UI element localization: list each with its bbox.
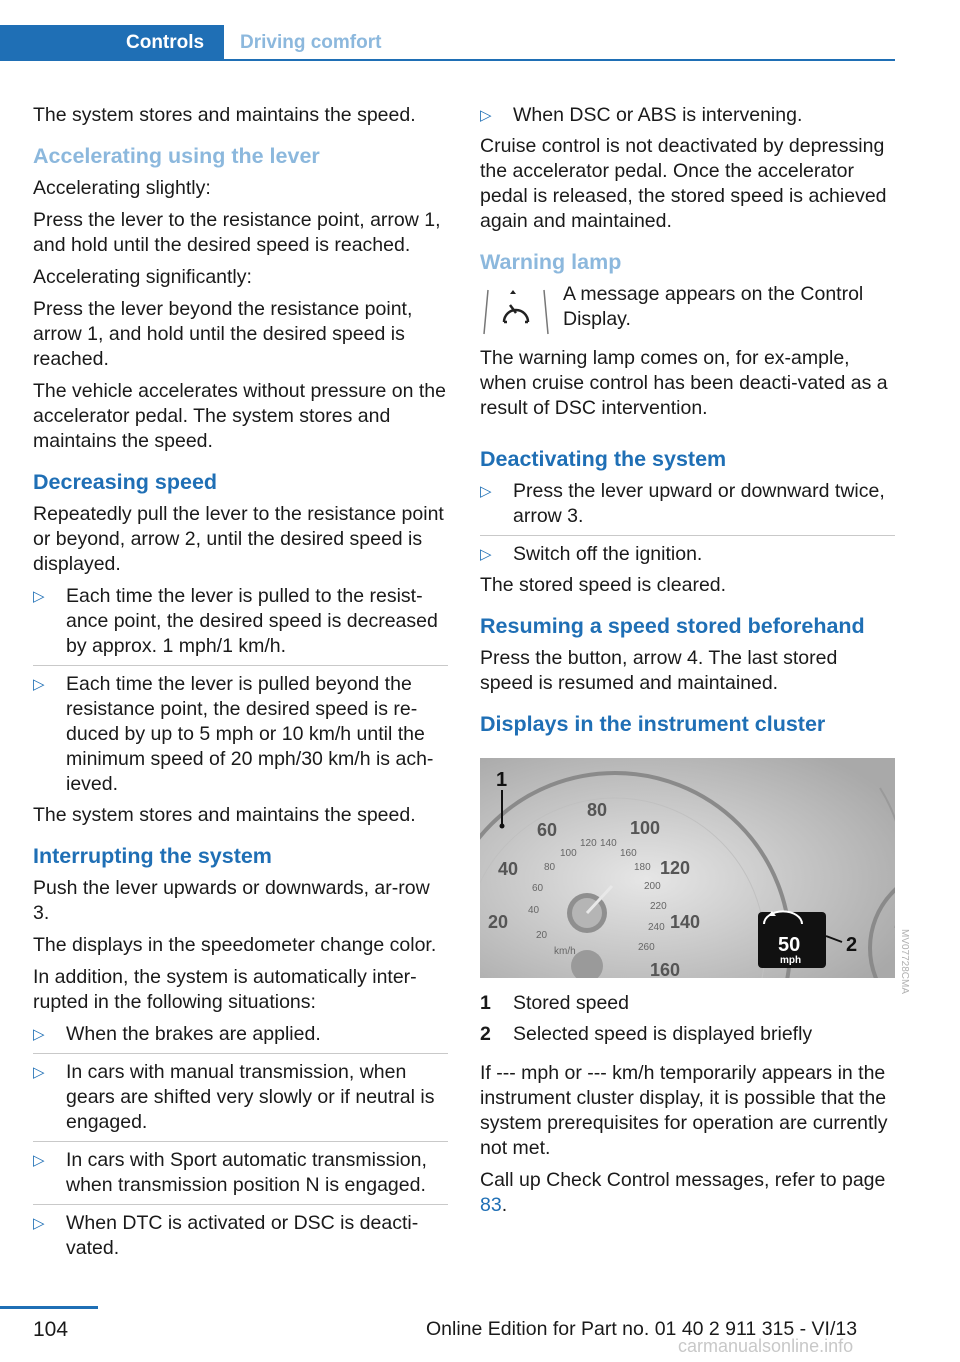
legend-text: Stored speed <box>513 992 630 1014</box>
bullet-triangle-icon: ▷ <box>33 1026 45 1043</box>
bullet-triangle-icon: ▷ <box>33 588 45 605</box>
paragraph: Press the lever beyond the resistance point, arrow 1, and hold until the desired speed is reached. <box>33 298 413 370</box>
legend-number: 1 <box>480 992 491 1014</box>
tab-driving-comfort[interactable]: Driving comfort <box>240 32 382 53</box>
heading-resuming: Resuming a speed stored beforehand <box>480 614 865 638</box>
tick-label: 260 <box>638 942 655 953</box>
instrument-cluster-figure <box>480 758 895 978</box>
heading-displays: Displays in the instrument cluster <box>480 712 826 736</box>
list-item: ▷ Each time the lever is pulled to the resist‐ance point, the desired speed is decreased by approx. 1 mph/1 km/h. <box>33 585 438 657</box>
callout-2: 2 <box>846 934 858 956</box>
tick-label: 20 <box>488 912 509 932</box>
bullet-triangle-icon: ▷ <box>33 1215 45 1232</box>
list-item: ▷ In cars with Sport automatic transmission, when transmission position N is engaged. <box>33 1141 448 1198</box>
tick-label: 40 <box>498 859 519 879</box>
heading-accelerating: Accelerating using the lever <box>33 144 320 168</box>
tick-label: 140 <box>600 838 617 849</box>
tick-label: 160 <box>620 848 637 859</box>
list-item: ▷ When DTC is activated or DSC is deacti‐vated. <box>33 1204 448 1261</box>
paragraph: Cruise control is not deactivated by depressing the accelerator pedal. Once the accelerator pedal is released, the stored speed is achieved again and maintained. <box>480 135 887 232</box>
paragraph: The vehicle accelerates without pressure on the accelerator pedal. The system stores and maintains the speed. <box>33 380 446 452</box>
warning-lamp-block <box>480 282 895 342</box>
list-item: ▷ Press the lever upward or downward twice, arrow 3. <box>480 480 885 527</box>
tick-label: 40 <box>528 905 540 916</box>
figure-code: MV07728CMA <box>899 929 910 995</box>
tick-label: 140 <box>670 912 701 932</box>
edition-text: Online Edition for Part no. 01 40 2 911 315 - VI/13 <box>426 1318 858 1340</box>
tick-label: 180 <box>634 862 651 873</box>
tick-label: 100 <box>630 818 661 838</box>
list-item: ▷ Each time the lever is pulled beyond the resistance point, the desired speed is re‐duced by up to 5 mph or 10 km/h until the minimum speed of 20 mph/30 km/h is ach‐ieved. <box>33 665 448 797</box>
paragraph: The system stores and maintains the speed. <box>33 104 416 126</box>
speed-unit: mph <box>780 955 802 966</box>
unit-label: km/h <box>554 946 576 957</box>
legend-text: Selected speed is displayed briefly <box>513 1023 813 1045</box>
list-item: ▷ When DSC or ABS is intervening. <box>480 104 803 126</box>
heading-interrupting: Interrupting the system <box>33 844 272 868</box>
paragraph: The warning lamp comes on, for ex‐ample, when cruise control has been deacti‐vated as a result of DSC intervention. <box>480 347 888 419</box>
tick-label: 240 <box>648 922 665 933</box>
paragraph: Press the lever to the resistance point, arrow 1, and hold until the desired speed is reached. <box>33 209 441 256</box>
bullet-triangle-icon: ▷ <box>33 676 45 693</box>
figure-code-wrapper <box>899 929 919 1069</box>
paragraph: Press the button, arrow 4. The last stored speed is resumed and maintained. <box>480 647 838 694</box>
paragraph: Accelerating significantly: <box>33 266 252 288</box>
paragraph: The displays in the speedometer change color. <box>33 934 437 956</box>
footer-accent-line <box>0 1306 98 1309</box>
paragraph-page-reference: Call up Check Control messages, refer to page 83. <box>480 1169 886 1216</box>
paragraph: If --- mph or --- km/h temporarily appears in the instrument cluster display, it is possible that the system prerequisites for operation are currently not met. <box>480 1062 888 1159</box>
cruise-control-warning-icon <box>480 286 552 336</box>
paragraph: The system stores and maintains the speed. <box>33 804 416 826</box>
tick-label: 80 <box>544 862 556 873</box>
tick-label: 120 <box>660 858 691 878</box>
bullet-triangle-icon: ▷ <box>33 1152 45 1169</box>
legend-item <box>480 991 895 1016</box>
bullet-triangle-icon: ▷ <box>480 483 492 500</box>
legend-item <box>480 1022 895 1047</box>
tick-label: 220 <box>650 901 667 912</box>
tick-label: 200 <box>644 881 661 892</box>
list-item: ▷ In cars with manual transmission, when gears are shifted very slowly or if neutral is engaged. <box>33 1053 448 1135</box>
bullet-triangle-icon: ▷ <box>33 1064 45 1081</box>
legend-number: 2 <box>480 1023 491 1045</box>
bullet-triangle-icon: ▷ <box>480 107 492 124</box>
tick-label: 100 <box>560 848 577 859</box>
paragraph: Push the lever upwards or downwards, ar‐row 3. <box>33 877 430 924</box>
tick-label: 160 <box>650 960 681 978</box>
callout-1: 1 <box>496 769 508 791</box>
watermark: carmanualsonline.info <box>678 1336 854 1356</box>
tick-label: 60 <box>532 883 544 894</box>
list-item: ▷ When the brakes are applied. <box>33 1023 321 1045</box>
paragraph: In addition, the system is automatically inter‐rupted in the following situations: <box>33 966 417 1013</box>
page-number: 104 <box>33 1318 69 1341</box>
page-reference-link[interactable]: 83 <box>480 1194 502 1216</box>
heading-warning-lamp: Warning lamp <box>480 250 622 274</box>
tick-label: 60 <box>537 820 558 840</box>
warning-text: A message appears on the Control Display. <box>563 283 864 330</box>
heading-decreasing-speed: Decreasing speed <box>33 470 218 494</box>
paragraph: The stored speed is cleared. <box>480 574 727 596</box>
left-column <box>33 103 448 1267</box>
tick-label: 80 <box>587 800 608 820</box>
tick-label: 20 <box>536 930 548 941</box>
chapter-tab-bar <box>0 25 895 61</box>
speed-value: 50 <box>778 934 801 956</box>
bullet-triangle-icon: ▷ <box>480 546 492 563</box>
paragraph: Accelerating slightly: <box>33 177 211 199</box>
heading-deactivating: Deactivating the system <box>480 447 727 471</box>
list-item: ▷ Switch off the ignition. <box>480 535 895 567</box>
tab-controls[interactable]: Controls <box>0 25 224 61</box>
paragraph: Repeatedly pull the lever to the resistance point or beyond, arrow 2, until the desired speed is displayed. <box>33 503 444 575</box>
right-column <box>480 103 910 1225</box>
tick-label: 120 <box>580 838 597 849</box>
